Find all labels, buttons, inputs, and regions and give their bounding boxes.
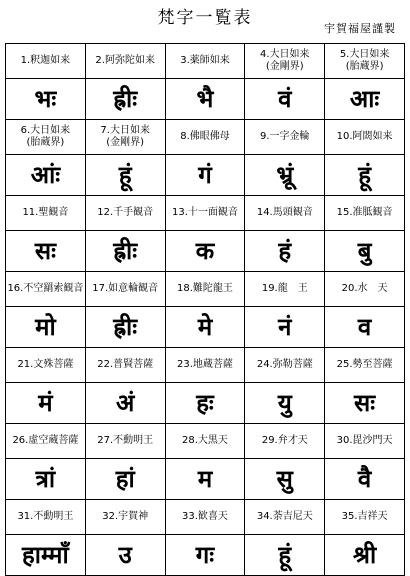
deity-name: 20.水 天 <box>341 283 388 294</box>
deity-label-cell <box>85 120 165 155</box>
bonji-glyph: सु <box>245 459 325 500</box>
deity-label-cell <box>245 44 325 79</box>
deity-label-cell <box>325 196 405 231</box>
deity-name: 6.大日如来 <box>20 125 71 136</box>
deity-label-cell <box>245 196 325 231</box>
deity-name: 15.准胝観音 <box>336 207 393 218</box>
deity-name: 23.地蔵菩薩 <box>177 359 233 370</box>
bonji-glyph: बु <box>325 231 405 272</box>
deity-name: 17.如意輪観音 <box>92 283 159 294</box>
bonji-glyph: ह्रीः <box>85 231 165 272</box>
deity-subtitle: (胎蔵界) <box>26 137 65 148</box>
glyph-row <box>6 383 405 424</box>
label-row <box>6 424 405 459</box>
deity-name: 28.大黒天 <box>182 435 228 446</box>
deity-label-cell <box>245 424 325 459</box>
deity-name: 32.宇賀神 <box>102 511 149 522</box>
bonji-glyph: मो <box>6 307 86 348</box>
deity-name: 11.聖観音 <box>22 207 69 218</box>
bonji-glyph: हां <box>85 459 165 500</box>
maker-credit: 宇賀福屋謹製 <box>324 22 396 35</box>
label-row <box>6 500 405 535</box>
bonji-glyph: नं <box>245 307 325 348</box>
deity-label-cell <box>85 424 165 459</box>
deity-label-cell <box>165 348 245 383</box>
bonji-glyph: सः <box>325 383 405 424</box>
bonji-glyph: आः <box>325 79 405 120</box>
label-row <box>6 44 405 79</box>
deity-label-cell <box>325 120 405 155</box>
deity-name: 10.阿閦如来 <box>336 131 393 142</box>
deity-label-cell <box>325 348 405 383</box>
bonji-glyph: त्रां <box>6 459 86 500</box>
bonji-glyph: श्री <box>325 535 405 576</box>
bonji-glyph: हः <box>165 383 245 424</box>
deity-label-cell <box>245 500 325 535</box>
deity-name: 33.歓喜天 <box>182 511 228 522</box>
deity-name: 9.一字金輪 <box>260 131 310 142</box>
deity-name: 34.荼吉尼天 <box>256 511 313 522</box>
deity-label-cell <box>165 272 245 307</box>
deity-label-cell <box>245 272 325 307</box>
deity-label-cell <box>325 500 405 535</box>
deity-name: 31.不動明王 <box>17 511 74 522</box>
glyph-row <box>6 155 405 196</box>
deity-name: 8.佛眼佛母 <box>180 131 230 142</box>
bonji-glyph: व <box>325 307 405 348</box>
deity-label-cell <box>85 44 165 79</box>
bonji-glyph: हं <box>245 231 325 272</box>
label-row <box>6 120 405 155</box>
deity-label-cell <box>85 196 165 231</box>
bonji-glyph: आंः <box>6 155 86 196</box>
bonji-glyph: वं <box>245 79 325 120</box>
deity-label-cell <box>6 500 86 535</box>
bonji-glyph: भ्रूं <box>245 155 325 196</box>
glyph-row <box>6 231 405 272</box>
deity-label-cell <box>85 500 165 535</box>
deity-name: 1.釈迦如来 <box>20 55 71 66</box>
deity-name: 5.大日如来 <box>339 49 390 60</box>
deity-name: 18.難陀龍王 <box>177 283 233 294</box>
bonji-glyph: हूं <box>245 535 325 576</box>
glyph-row <box>6 307 405 348</box>
bonji-glyph: यु <box>245 383 325 424</box>
glyph-row <box>6 79 405 120</box>
deity-name: 24.弥勒菩薩 <box>256 359 313 370</box>
deity-name: 4.大日如来 <box>260 49 310 60</box>
deity-label-cell <box>6 196 86 231</box>
bonji-glyph: मं <box>6 383 86 424</box>
label-row <box>6 196 405 231</box>
label-row <box>6 348 405 383</box>
deity-label-cell <box>6 272 86 307</box>
bonji-glyph: भै <box>165 79 245 120</box>
deity-label-cell <box>165 500 245 535</box>
glyph-row <box>6 535 405 576</box>
deity-name: 35.吉祥天 <box>341 511 388 522</box>
deity-name: 27.不動明王 <box>97 435 154 446</box>
deity-name: 12.千手観音 <box>97 207 154 218</box>
deity-name: 21.文殊菩薩 <box>17 359 74 370</box>
glyph-row <box>6 459 405 500</box>
label-row <box>6 272 405 307</box>
deity-label-cell <box>6 424 86 459</box>
bonji-glyph: ह्रीः <box>85 79 165 120</box>
deity-label-cell <box>325 424 405 459</box>
deity-subtitle: (胎蔵界) <box>345 61 384 72</box>
deity-label-cell <box>245 348 325 383</box>
page-title: 梵字一覧表 <box>157 8 253 28</box>
bonji-glyph: उ <box>85 535 165 576</box>
bonji-glyph: म <box>165 459 245 500</box>
deity-name: 25.勢至菩薩 <box>336 359 393 370</box>
bonji-glyph: गं <box>165 155 245 196</box>
bonji-glyph: अं <box>85 383 165 424</box>
deity-name: 14.馬頭観音 <box>256 207 313 218</box>
deity-label-cell <box>85 348 165 383</box>
deity-label-cell <box>165 424 245 459</box>
deity-name: 19.龍 王 <box>261 283 308 294</box>
deity-label-cell <box>325 272 405 307</box>
deity-name: 26.虚空蔵菩薩 <box>12 435 79 446</box>
deity-label-cell <box>165 120 245 155</box>
bonji-glyph: हूं <box>85 155 165 196</box>
deity-label-cell <box>165 196 245 231</box>
deity-label-cell <box>325 44 405 79</box>
deity-name: 13.十一面観音 <box>172 207 238 218</box>
bonji-glyph: गः <box>165 535 245 576</box>
deity-label-cell <box>245 120 325 155</box>
deity-name: 30.毘沙門天 <box>336 435 393 446</box>
deity-label-cell <box>165 44 245 79</box>
deity-label-cell <box>6 348 86 383</box>
deity-label-cell <box>85 272 165 307</box>
sanskrit-chart-table <box>5 43 405 576</box>
deity-label-cell <box>6 120 86 155</box>
bonji-glyph: वै <box>325 459 405 500</box>
deity-name: 2.阿弥陀如来 <box>95 55 155 66</box>
bonji-glyph: हूं <box>325 155 405 196</box>
bonji-glyph: भः <box>6 79 86 120</box>
bonji-glyph: मे <box>165 307 245 348</box>
deity-name: 3.薬師如来 <box>180 55 230 66</box>
deity-subtitle: (金剛界) <box>106 137 145 148</box>
deity-subtitle: (金剛界) <box>265 61 304 72</box>
deity-name: 16.不空羂索観音 <box>7 283 84 294</box>
bonji-glyph: हाम्माँ <box>6 535 86 576</box>
bonji-glyph: ह्रीः <box>85 307 165 348</box>
bonji-glyph: क <box>165 231 245 272</box>
deity-name: 22.普賢菩薩 <box>97 359 154 370</box>
deity-name: 7.大日如来 <box>100 125 150 136</box>
deity-label-cell <box>6 44 86 79</box>
bonji-glyph: सः <box>6 231 86 272</box>
deity-name: 29.弁才天 <box>261 435 308 446</box>
